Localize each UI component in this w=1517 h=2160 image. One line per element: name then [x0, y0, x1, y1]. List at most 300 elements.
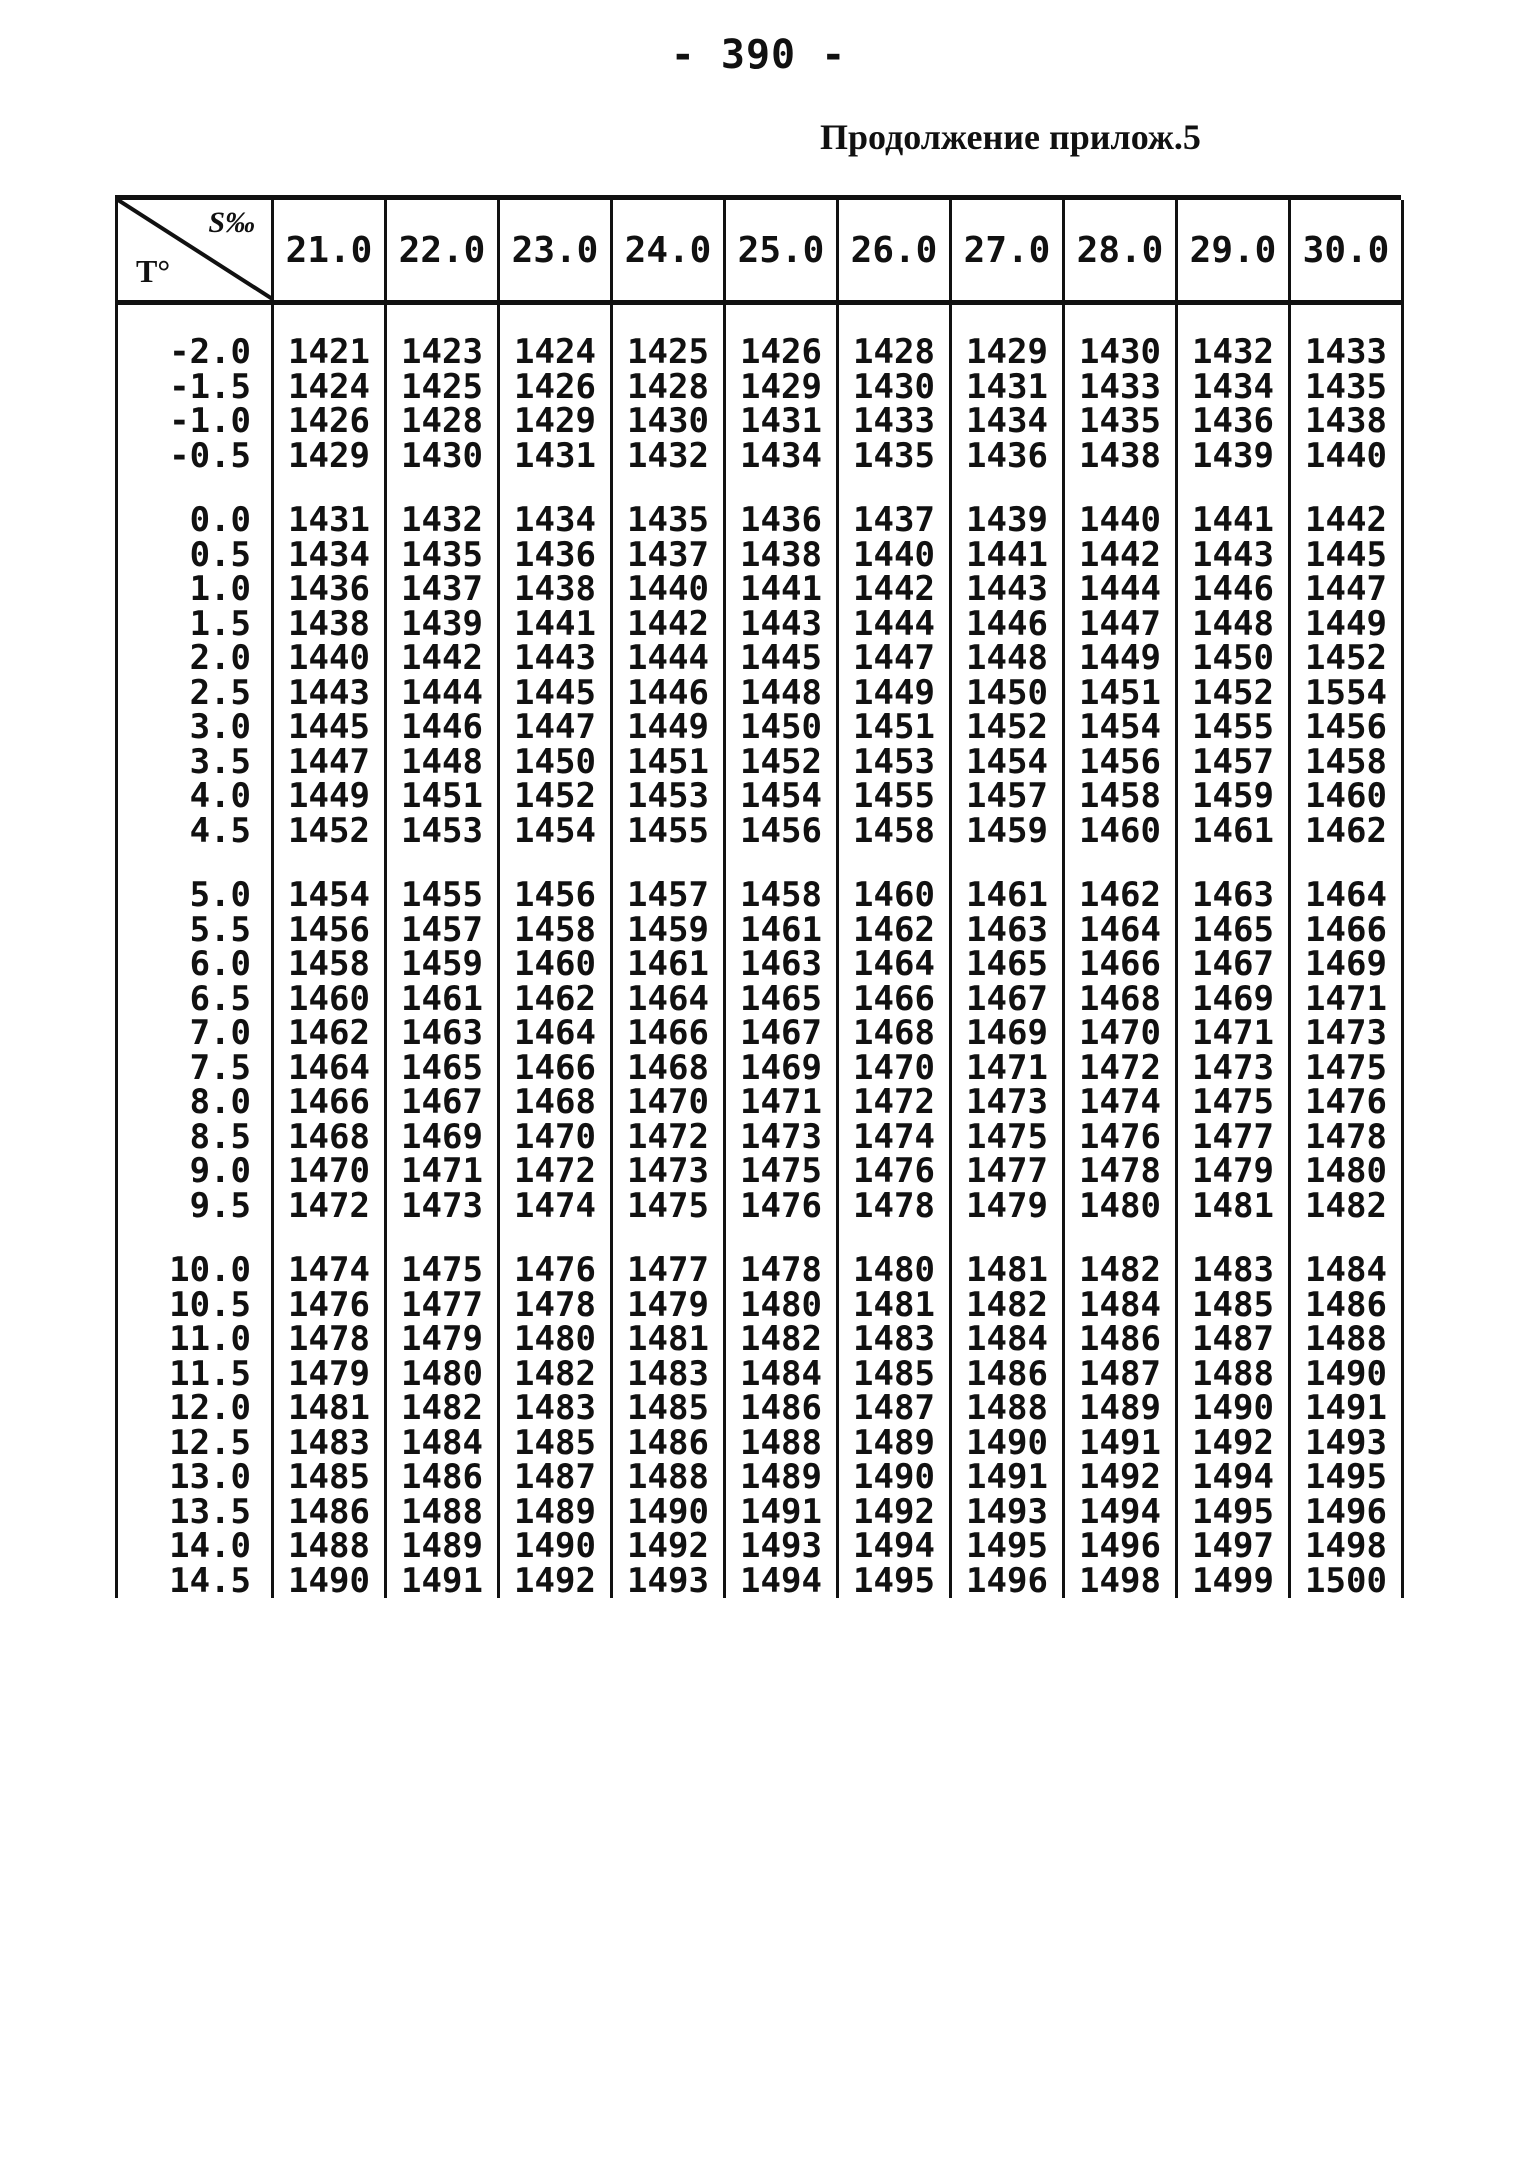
value-cell: 1467	[1177, 947, 1290, 982]
continuation-label: Продолжение прилож.5	[820, 117, 1201, 157]
value-cell: 1435	[386, 538, 499, 573]
value-cell: 1458	[838, 814, 951, 849]
value-cell: 1447	[499, 710, 612, 745]
spacer-cell	[273, 473, 386, 503]
value-cell: 1485	[273, 1460, 386, 1495]
value-cell: 1482	[499, 1357, 612, 1392]
value-cell: 1469	[1290, 947, 1403, 982]
value-cell: 1479	[951, 1189, 1064, 1224]
value-cell: 1457	[951, 779, 1064, 814]
spacer-cell	[951, 848, 1064, 878]
value-cell: 1458	[273, 947, 386, 982]
temperature-cell: 9.5	[117, 1189, 273, 1224]
value-cell: 1443	[951, 572, 1064, 607]
value-cell: 1495	[1177, 1495, 1290, 1530]
value-cell: 1444	[612, 641, 725, 676]
group-spacer	[117, 473, 1403, 503]
value-cell: 1486	[1290, 1288, 1403, 1323]
column-header-salinity: 30.0	[1290, 200, 1403, 303]
value-cell: 1441	[725, 572, 838, 607]
spacer-cell	[838, 473, 951, 503]
value-cell: 1487	[499, 1460, 612, 1495]
value-cell: 1462	[273, 1016, 386, 1051]
value-cell: 1466	[273, 1085, 386, 1120]
value-cell: 1486	[951, 1357, 1064, 1392]
value-cell: 1463	[386, 1016, 499, 1051]
value-cell: 1463	[1177, 878, 1290, 913]
value-cell: 1489	[725, 1460, 838, 1495]
value-cell: 1426	[725, 335, 838, 370]
value-cell: 1480	[838, 1253, 951, 1288]
value-cell: 1473	[1177, 1051, 1290, 1086]
spacer-cell	[1290, 848, 1403, 878]
value-cell: 1488	[386, 1495, 499, 1530]
value-cell: 1490	[273, 1564, 386, 1599]
value-cell: 1485	[499, 1426, 612, 1461]
value-cell: 1474	[499, 1189, 612, 1224]
temperature-cell: 13.0	[117, 1460, 273, 1495]
table-row	[117, 335, 1403, 370]
value-cell: 1477	[1177, 1120, 1290, 1155]
value-cell: 1464	[838, 947, 951, 982]
temperature-cell: 11.5	[117, 1357, 273, 1392]
value-cell: 1482	[1290, 1189, 1403, 1224]
spacer-cell	[951, 473, 1064, 503]
value-cell: 1490	[1177, 1391, 1290, 1426]
spacer-cell	[725, 1223, 838, 1253]
value-cell: 1473	[1290, 1016, 1403, 1051]
value-cell: 1436	[1177, 404, 1290, 439]
value-cell: 1434	[725, 439, 838, 474]
value-cell: 1479	[612, 1288, 725, 1323]
value-cell: 1459	[951, 814, 1064, 849]
value-cell: 1459	[386, 947, 499, 982]
value-cell: 1437	[612, 538, 725, 573]
spacer-cell	[499, 1223, 612, 1253]
value-cell: 1464	[499, 1016, 612, 1051]
value-cell: 1466	[838, 982, 951, 1017]
value-cell: 1461	[386, 982, 499, 1017]
header-row	[117, 200, 1403, 303]
temperature-cell: 2.5	[117, 676, 273, 711]
value-cell: 1451	[838, 710, 951, 745]
value-cell: 1450	[1177, 641, 1290, 676]
spacer-cell	[838, 1223, 951, 1253]
value-cell: 1490	[1290, 1357, 1403, 1392]
spacer-cell	[1064, 1223, 1177, 1253]
value-cell: 1450	[951, 676, 1064, 711]
value-cell: 1470	[1064, 1016, 1177, 1051]
table-row	[117, 913, 1403, 948]
value-cell: 1486	[612, 1426, 725, 1461]
value-cell: 1453	[838, 745, 951, 780]
table-row	[117, 439, 1403, 474]
value-cell: 1477	[951, 1154, 1064, 1189]
value-cell: 1421	[273, 335, 386, 370]
value-cell: 1487	[838, 1391, 951, 1426]
value-cell: 1448	[1177, 607, 1290, 642]
value-cell: 1456	[1064, 745, 1177, 780]
value-cell: 1475	[612, 1189, 725, 1224]
value-cell: 1484	[951, 1322, 1064, 1357]
value-cell: 1499	[1177, 1564, 1290, 1599]
value-cell: 1448	[951, 641, 1064, 676]
table-row	[117, 370, 1403, 405]
table-row	[117, 676, 1403, 711]
value-cell: 1450	[725, 710, 838, 745]
value-cell: 1472	[273, 1189, 386, 1224]
value-cell: 1465	[386, 1051, 499, 1086]
temperature-cell: 3.5	[117, 745, 273, 780]
table-row	[117, 404, 1403, 439]
value-cell: 1454	[273, 878, 386, 913]
value-cell: 1444	[838, 607, 951, 642]
value-cell: 1465	[951, 947, 1064, 982]
value-cell: 1463	[725, 947, 838, 982]
temperature-cell: 1.5	[117, 607, 273, 642]
value-cell: 1471	[386, 1154, 499, 1189]
value-cell: 1462	[838, 913, 951, 948]
spacer-cell	[117, 848, 273, 878]
value-cell: 1494	[1064, 1495, 1177, 1530]
value-cell: 1488	[273, 1529, 386, 1564]
value-cell: 1457	[386, 913, 499, 948]
value-cell: 1457	[1177, 745, 1290, 780]
value-cell: 1488	[1177, 1357, 1290, 1392]
value-cell: 1485	[1177, 1288, 1290, 1323]
value-cell: 1483	[612, 1357, 725, 1392]
value-cell: 1466	[1290, 913, 1403, 948]
value-cell: 1482	[1064, 1253, 1177, 1288]
salinity-label: S‰	[208, 206, 255, 239]
value-cell: 1472	[612, 1120, 725, 1155]
value-cell: 1456	[499, 878, 612, 913]
spacer-cell	[612, 303, 725, 336]
value-cell: 1476	[273, 1288, 386, 1323]
value-cell: 1478	[273, 1322, 386, 1357]
value-cell: 1483	[1177, 1253, 1290, 1288]
value-cell: 1460	[499, 947, 612, 982]
value-cell: 1449	[1064, 641, 1177, 676]
value-cell: 1439	[386, 607, 499, 642]
value-cell: 1454	[725, 779, 838, 814]
value-cell: 1448	[725, 676, 838, 711]
value-cell: 1438	[1064, 439, 1177, 474]
spacer-cell	[117, 1223, 273, 1253]
value-cell: 1452	[273, 814, 386, 849]
value-cell: 1473	[725, 1120, 838, 1155]
spacer-cell	[838, 303, 951, 336]
value-cell: 1445	[499, 676, 612, 711]
value-cell: 1434	[1177, 370, 1290, 405]
spacer-cell	[1290, 303, 1403, 336]
value-cell: 1446	[612, 676, 725, 711]
value-cell: 1429	[499, 404, 612, 439]
value-cell: 1495	[951, 1529, 1064, 1564]
value-cell: 1449	[273, 779, 386, 814]
temperature-cell: 14.5	[117, 1564, 273, 1599]
value-cell: 1493	[1290, 1426, 1403, 1461]
value-cell: 1461	[725, 913, 838, 948]
spacer-cell	[951, 1223, 1064, 1253]
corner-header-cell	[117, 200, 273, 303]
value-cell: 1486	[386, 1460, 499, 1495]
value-cell: 1440	[838, 538, 951, 573]
value-cell: 1472	[1064, 1051, 1177, 1086]
value-cell: 1469	[1177, 982, 1290, 1017]
value-cell: 1464	[1064, 913, 1177, 948]
value-cell: 1470	[273, 1154, 386, 1189]
value-cell: 1438	[1290, 404, 1403, 439]
temperature-cell: 8.0	[117, 1085, 273, 1120]
value-cell: 1445	[1290, 538, 1403, 573]
sound-speed-table	[115, 200, 1404, 1601]
value-cell: 1487	[1177, 1322, 1290, 1357]
value-cell: 1497	[1177, 1529, 1290, 1564]
value-cell: 1431	[499, 439, 612, 474]
spacer-cell	[1064, 848, 1177, 878]
value-cell: 1494	[1177, 1460, 1290, 1495]
spacer-cell	[725, 303, 838, 336]
spacer-cell	[273, 848, 386, 878]
spacer-cell	[1177, 303, 1290, 336]
spacer-cell	[725, 473, 838, 503]
value-cell: 1455	[612, 814, 725, 849]
table-row	[117, 572, 1403, 607]
value-cell: 1468	[273, 1120, 386, 1155]
value-cell: 1475	[951, 1120, 1064, 1155]
temperature-cell: 14.0	[117, 1529, 273, 1564]
value-cell: 1446	[951, 607, 1064, 642]
value-cell: 1470	[612, 1085, 725, 1120]
value-cell: 1440	[273, 641, 386, 676]
value-cell: 1455	[1177, 710, 1290, 745]
value-cell: 1471	[725, 1085, 838, 1120]
value-cell: 1431	[725, 404, 838, 439]
value-cell: 1471	[1290, 982, 1403, 1017]
spacer-cell	[499, 303, 612, 336]
value-cell: 1463	[951, 913, 1064, 948]
column-header-salinity: 24.0	[612, 200, 725, 303]
value-cell: 1432	[386, 503, 499, 538]
value-cell: 1479	[386, 1322, 499, 1357]
spacer-cell	[1064, 303, 1177, 336]
value-cell: 1443	[499, 641, 612, 676]
temperature-cell: 7.5	[117, 1051, 273, 1086]
value-cell: 1444	[386, 676, 499, 711]
value-cell: 1494	[838, 1529, 951, 1564]
temperature-cell: 5.0	[117, 878, 273, 913]
value-cell: 1453	[386, 814, 499, 849]
table-row	[117, 1288, 1403, 1323]
value-cell: 1430	[838, 370, 951, 405]
table-row	[117, 982, 1403, 1017]
value-cell: 1479	[1177, 1154, 1290, 1189]
temperature-cell: 4.0	[117, 779, 273, 814]
value-cell: 1491	[386, 1564, 499, 1599]
value-cell: 1426	[273, 404, 386, 439]
value-cell: 1500	[1290, 1564, 1403, 1599]
spacer-cell	[117, 303, 273, 336]
spacer-cell	[1177, 1223, 1290, 1253]
value-cell: 1440	[1290, 439, 1403, 474]
value-cell: 1462	[499, 982, 612, 1017]
value-cell: 1451	[612, 745, 725, 780]
value-cell: 1458	[725, 878, 838, 913]
value-cell: 1464	[1290, 878, 1403, 913]
temperature-cell: -1.5	[117, 370, 273, 405]
value-cell: 1443	[725, 607, 838, 642]
value-cell: 1451	[1064, 676, 1177, 711]
value-cell: 1489	[386, 1529, 499, 1564]
value-cell: 1476	[1064, 1120, 1177, 1155]
value-cell: 1440	[1064, 503, 1177, 538]
value-cell: 1488	[951, 1391, 1064, 1426]
value-cell: 1481	[951, 1253, 1064, 1288]
value-cell: 1442	[1064, 538, 1177, 573]
value-cell: 1472	[838, 1085, 951, 1120]
value-cell: 1476	[499, 1253, 612, 1288]
spacer-cell	[117, 473, 273, 503]
value-cell: 1443	[273, 676, 386, 711]
table-row	[117, 1051, 1403, 1086]
spacer-cell	[612, 1223, 725, 1253]
value-cell: 1428	[612, 370, 725, 405]
value-cell: 1460	[1290, 779, 1403, 814]
value-cell: 1475	[386, 1253, 499, 1288]
table-row	[117, 641, 1403, 676]
value-cell: 1470	[838, 1051, 951, 1086]
value-cell: 1469	[725, 1051, 838, 1086]
value-cell: 1453	[612, 779, 725, 814]
value-cell: 1468	[612, 1051, 725, 1086]
spacer-cell	[499, 473, 612, 503]
value-cell: 1437	[386, 572, 499, 607]
value-cell: 1454	[1064, 710, 1177, 745]
value-cell: 1465	[725, 982, 838, 1017]
value-cell: 1466	[499, 1051, 612, 1086]
value-cell: 1465	[1177, 913, 1290, 948]
value-cell: 1498	[1290, 1529, 1403, 1564]
temperature-cell: -0.5	[117, 439, 273, 474]
value-cell: 1468	[499, 1085, 612, 1120]
spacer-cell	[273, 1223, 386, 1253]
value-cell: 1446	[1177, 572, 1290, 607]
value-cell: 1496	[1064, 1529, 1177, 1564]
value-cell: 1441	[1177, 503, 1290, 538]
spacer-cell	[1177, 473, 1290, 503]
value-cell: 1446	[386, 710, 499, 745]
table-row	[117, 1460, 1403, 1495]
table-row	[117, 1120, 1403, 1155]
temperature-cell: 4.5	[117, 814, 273, 849]
value-cell: 1435	[838, 439, 951, 474]
column-header-salinity: 29.0	[1177, 200, 1290, 303]
table-row	[117, 1357, 1403, 1392]
table-row	[117, 1495, 1403, 1530]
table-row	[117, 1564, 1403, 1599]
value-cell: 1425	[386, 370, 499, 405]
table-row	[117, 1016, 1403, 1051]
value-cell: 1435	[1064, 404, 1177, 439]
spacer-cell	[273, 303, 386, 336]
column-header-salinity: 22.0	[386, 200, 499, 303]
value-cell: 1474	[1064, 1085, 1177, 1120]
value-cell: 1480	[1064, 1189, 1177, 1224]
value-cell: 1447	[1290, 572, 1403, 607]
value-cell: 1489	[838, 1426, 951, 1461]
table-row	[117, 710, 1403, 745]
spacer-cell	[951, 303, 1064, 336]
table-row	[117, 607, 1403, 642]
value-cell: 1481	[273, 1391, 386, 1426]
value-cell: 1458	[499, 913, 612, 948]
value-cell: 1486	[1064, 1322, 1177, 1357]
value-cell: 1436	[725, 503, 838, 538]
value-cell: 1493	[725, 1529, 838, 1564]
value-cell: 1442	[386, 641, 499, 676]
value-cell: 1452	[1177, 676, 1290, 711]
value-cell: 1493	[612, 1564, 725, 1599]
value-cell: 1478	[1290, 1120, 1403, 1155]
value-cell: 1447	[838, 641, 951, 676]
temperature-cell: 12.5	[117, 1426, 273, 1461]
value-cell: 1452	[1290, 641, 1403, 676]
group-spacer	[117, 1223, 1403, 1253]
value-cell: 1479	[273, 1357, 386, 1392]
value-cell: 1438	[273, 607, 386, 642]
value-cell: 1456	[1290, 710, 1403, 745]
value-cell: 1464	[612, 982, 725, 1017]
spacer-cell	[386, 473, 499, 503]
value-cell: 1476	[838, 1154, 951, 1189]
value-cell: 1464	[273, 1051, 386, 1086]
value-cell: 1476	[1290, 1085, 1403, 1120]
value-cell: 1487	[1064, 1357, 1177, 1392]
temperature-cell: 11.0	[117, 1322, 273, 1357]
temperature-cell: 12.0	[117, 1391, 273, 1426]
temperature-cell: 1.0	[117, 572, 273, 607]
value-cell: 1438	[499, 572, 612, 607]
value-cell: 1461	[951, 878, 1064, 913]
value-cell: 1445	[273, 710, 386, 745]
value-cell: 1482	[725, 1322, 838, 1357]
value-cell: 1424	[273, 370, 386, 405]
spacer-cell	[1290, 1223, 1403, 1253]
value-cell: 1443	[1177, 538, 1290, 573]
value-cell: 1431	[951, 370, 1064, 405]
spacer-cell	[1290, 473, 1403, 503]
value-cell: 1492	[1177, 1426, 1290, 1461]
spacer-cell	[1064, 473, 1177, 503]
table-row	[117, 1529, 1403, 1564]
temperature-cell: 10.0	[117, 1253, 273, 1288]
column-header-salinity: 27.0	[951, 200, 1064, 303]
spacer-cell	[499, 848, 612, 878]
value-cell: 1444	[1064, 572, 1177, 607]
spacer-cell	[612, 848, 725, 878]
value-cell: 1452	[499, 779, 612, 814]
value-cell: 1458	[1290, 745, 1403, 780]
value-cell: 1461	[1177, 814, 1290, 849]
value-cell: 1430	[1064, 335, 1177, 370]
value-cell: 1482	[951, 1288, 1064, 1323]
value-cell: 1484	[725, 1357, 838, 1392]
value-cell: 1483	[838, 1322, 951, 1357]
value-cell: 1430	[612, 404, 725, 439]
value-cell: 1452	[725, 745, 838, 780]
value-cell: 1437	[838, 503, 951, 538]
